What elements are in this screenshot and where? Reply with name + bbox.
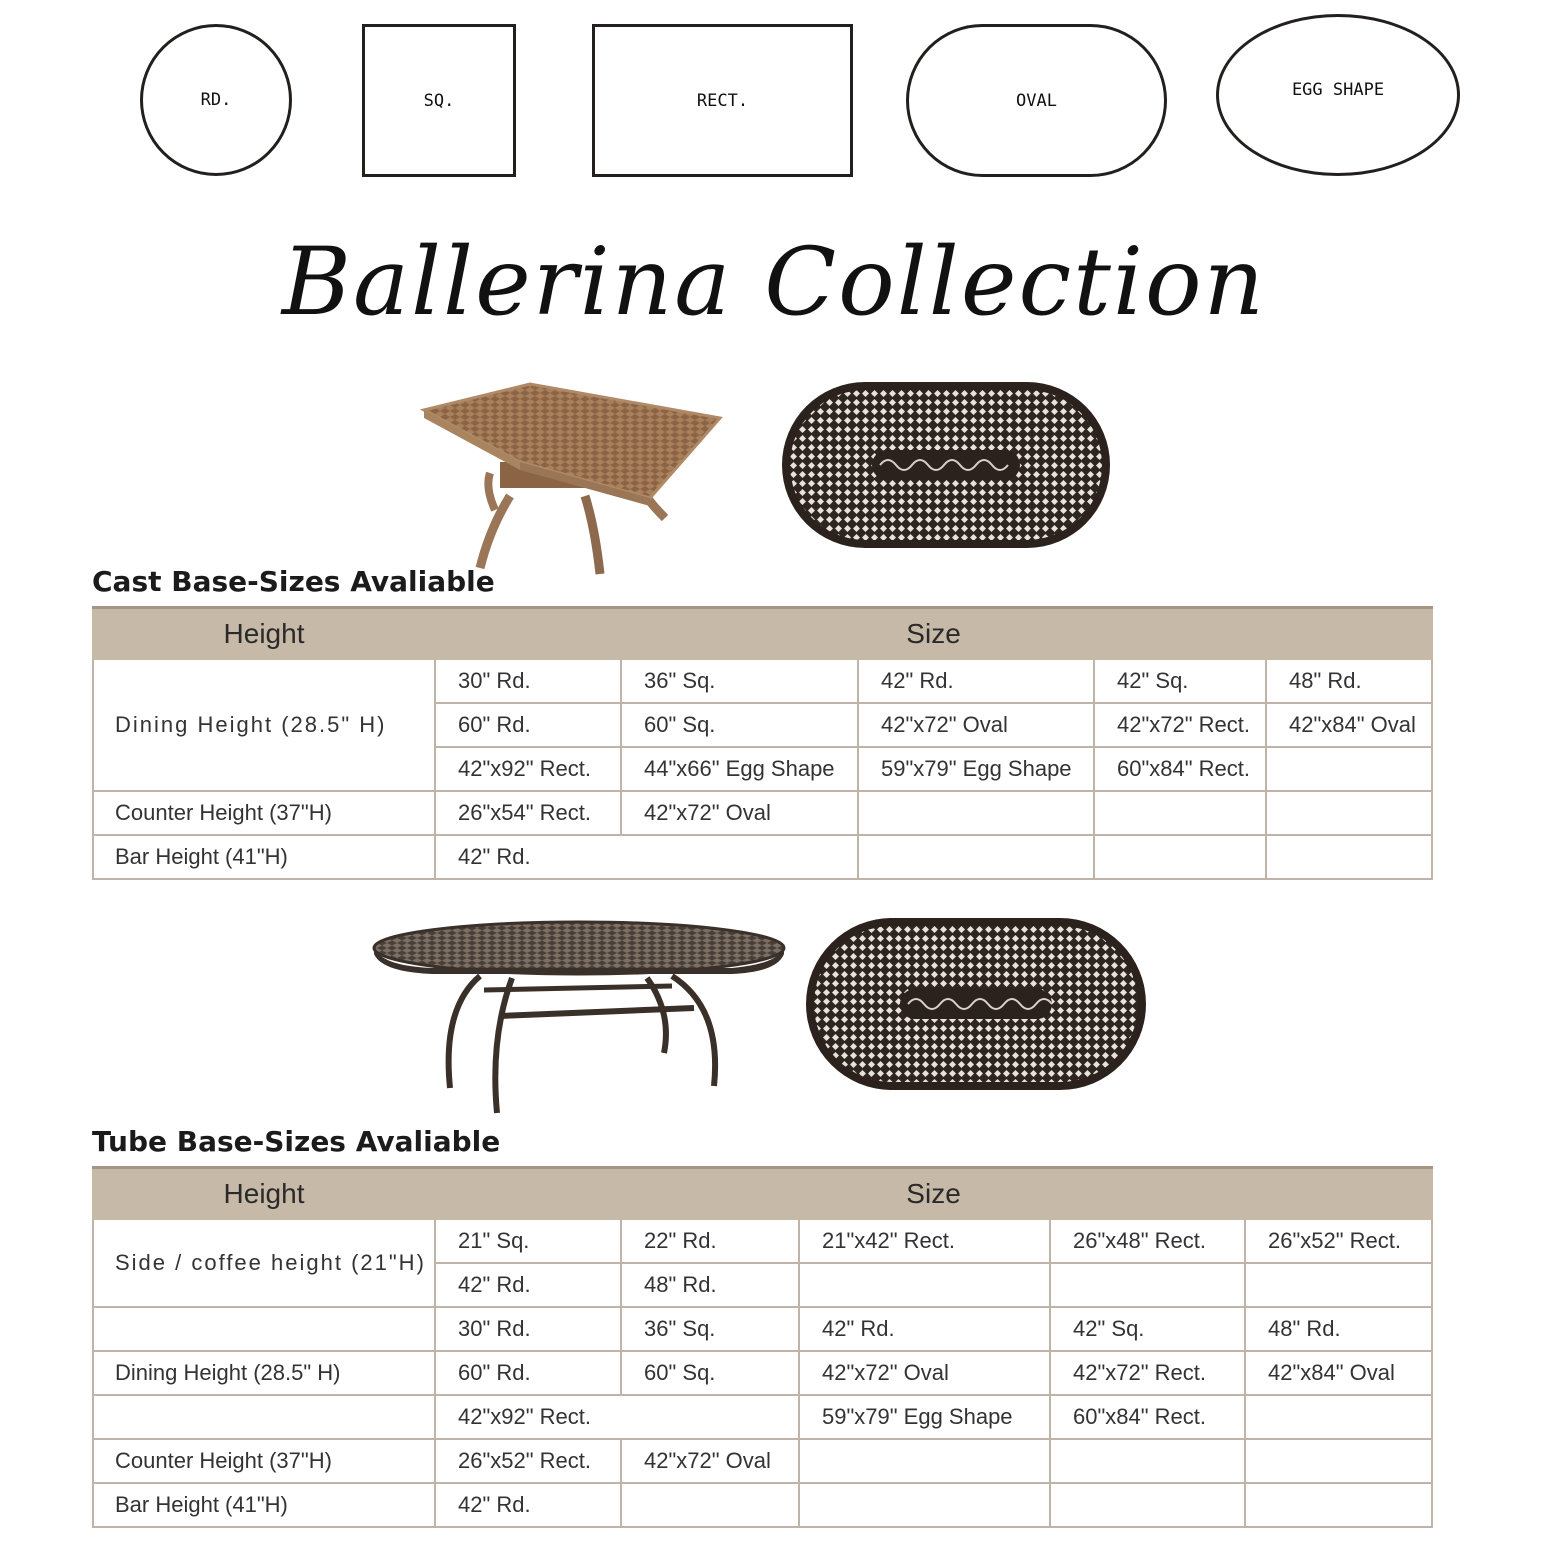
table-cell: 42"x72" Rect. [1050, 1351, 1245, 1395]
table-cell [1266, 835, 1432, 879]
table-cell: 60"x84" Rect. [1094, 747, 1266, 791]
table-cell: 26"x52" Rect. [435, 1439, 621, 1483]
rectangle-shape-label: RECT. [696, 90, 749, 111]
table-cell: 60" Rd. [435, 1351, 621, 1395]
table-cell: 26"x54" Rect. [435, 791, 621, 835]
table-cell: 59"x79" Egg Shape [858, 747, 1094, 791]
height-header: Height [93, 608, 435, 660]
table-cell: 42" Rd. [435, 1263, 621, 1307]
table-header-row [93, 608, 1432, 660]
table-cell: 42"x72" Rect. [1094, 703, 1266, 747]
table-cell [621, 1483, 799, 1527]
table-cell: 30" Rd. [435, 659, 621, 703]
table-cell [1245, 1395, 1432, 1439]
table-cell: 42" Rd. [435, 1483, 621, 1527]
row-label [93, 1307, 435, 1351]
table-row [93, 835, 1432, 879]
row-label: Counter Height (37"H) [93, 791, 435, 835]
table-cell [858, 791, 1094, 835]
table-cell: 60" Sq. [621, 703, 858, 747]
height-header: Height [93, 1168, 435, 1220]
table-cell: 48" Rd. [1245, 1307, 1432, 1351]
row-label [93, 1395, 435, 1439]
table-cell: 48" Rd. [621, 1263, 799, 1307]
round-shape-label: RD. [200, 90, 232, 110]
table-cell [1050, 1483, 1245, 1527]
table-cell: 42"x72" Oval [621, 791, 858, 835]
table-cell: 42"x92" Rect. [435, 747, 621, 791]
table-cell: 42"x84" Oval [1245, 1351, 1432, 1395]
table-row [93, 1307, 1432, 1351]
table-row [93, 659, 1432, 703]
table-cell [799, 1263, 1050, 1307]
table-row [93, 1483, 1432, 1527]
table-cell: 42"x72" Oval [799, 1351, 1050, 1395]
row-label: Bar Height (41"H) [93, 1483, 435, 1527]
table-cell: 21" Sq. [435, 1219, 621, 1263]
table-cell [799, 1483, 1050, 1527]
cast-sizes-table [92, 606, 1433, 880]
table-cell: 26"x48" Rect. [1050, 1219, 1245, 1263]
size-header: Size [435, 608, 1432, 660]
table-cell [1266, 791, 1432, 835]
table-cell [1245, 1483, 1432, 1527]
rectangle-shape-icon [592, 24, 853, 177]
table-cell [1050, 1439, 1245, 1483]
table-row [93, 1351, 1432, 1395]
egg-shape-label: EGG SHAPE [1291, 80, 1385, 100]
size-header: Size [435, 1168, 1432, 1220]
table-cell: 42"x84" Oval [1266, 703, 1432, 747]
round-shape-icon [140, 24, 292, 176]
table-cell [1245, 1263, 1432, 1307]
table-cell: 26"x52" Rect. [1245, 1219, 1432, 1263]
table-row [93, 1395, 1432, 1439]
oval-shape-icon [906, 24, 1167, 177]
egg-shape-icon [1216, 14, 1460, 176]
square-shape-icon [362, 24, 516, 177]
table-cell: 42"x72" Oval [621, 1439, 799, 1483]
tube-sizes-table [92, 1166, 1433, 1528]
row-label: Dining Height (28.5" H) [93, 1351, 435, 1395]
table-cell: 42"x72" Oval [858, 703, 1094, 747]
table-cell [858, 835, 1094, 879]
table-cell: 42" Rd. [435, 835, 858, 879]
oval-shape-label: OVAL [1016, 90, 1057, 111]
table-header-row [93, 1168, 1432, 1220]
cast-section-title: Cast Base-Sizes Avaliable [92, 565, 495, 598]
table-cell: 21"x42" Rect. [799, 1219, 1050, 1263]
table-cell [1266, 747, 1432, 791]
table-cell: 60"x84" Rect. [1050, 1395, 1245, 1439]
table-cell: 42" Rd. [858, 659, 1094, 703]
square-shape-label: SQ. [423, 90, 455, 111]
table-cell [1094, 791, 1266, 835]
tube-table-top-photo [804, 916, 1148, 1092]
table-cell: 48" Rd. [1266, 659, 1432, 703]
tube-base-table-photo [372, 918, 787, 1118]
cast-base-table-photo [420, 378, 732, 578]
table-cell [1050, 1263, 1245, 1307]
row-label: Counter Height (37"H) [93, 1439, 435, 1483]
table-cell [1245, 1439, 1432, 1483]
cast-table-top-photo [780, 380, 1112, 550]
table-cell: 22" Rd. [621, 1219, 799, 1263]
row-label: Dining Height (28.5" H) [93, 659, 435, 791]
table-cell [1094, 835, 1266, 879]
table-cell: 30" Rd. [435, 1307, 621, 1351]
tube-section-title: Tube Base-Sizes Avaliable [92, 1125, 501, 1158]
table-row [93, 791, 1432, 835]
table-cell: 36" Sq. [621, 659, 858, 703]
table-cell: 42"x92" Rect. [435, 1395, 799, 1439]
table-row [93, 1219, 1432, 1263]
table-row [93, 1439, 1432, 1483]
table-cell: 60" Rd. [435, 703, 621, 747]
table-cell: 42" Sq. [1050, 1307, 1245, 1351]
row-label: Bar Height (41"H) [93, 835, 435, 879]
table-cell: 42" Rd. [799, 1307, 1050, 1351]
table-cell: 59"x79" Egg Shape [799, 1395, 1050, 1439]
row-label: Side / coffee height (21"H) [93, 1219, 435, 1307]
table-cell [799, 1439, 1050, 1483]
table-cell: 36" Sq. [621, 1307, 799, 1351]
table-cell: 42" Sq. [1094, 659, 1266, 703]
collection-title: Ballerina Collection [281, 228, 1267, 337]
table-cell: 60" Sq. [621, 1351, 799, 1395]
table-cell: 44"x66" Egg Shape [621, 747, 858, 791]
